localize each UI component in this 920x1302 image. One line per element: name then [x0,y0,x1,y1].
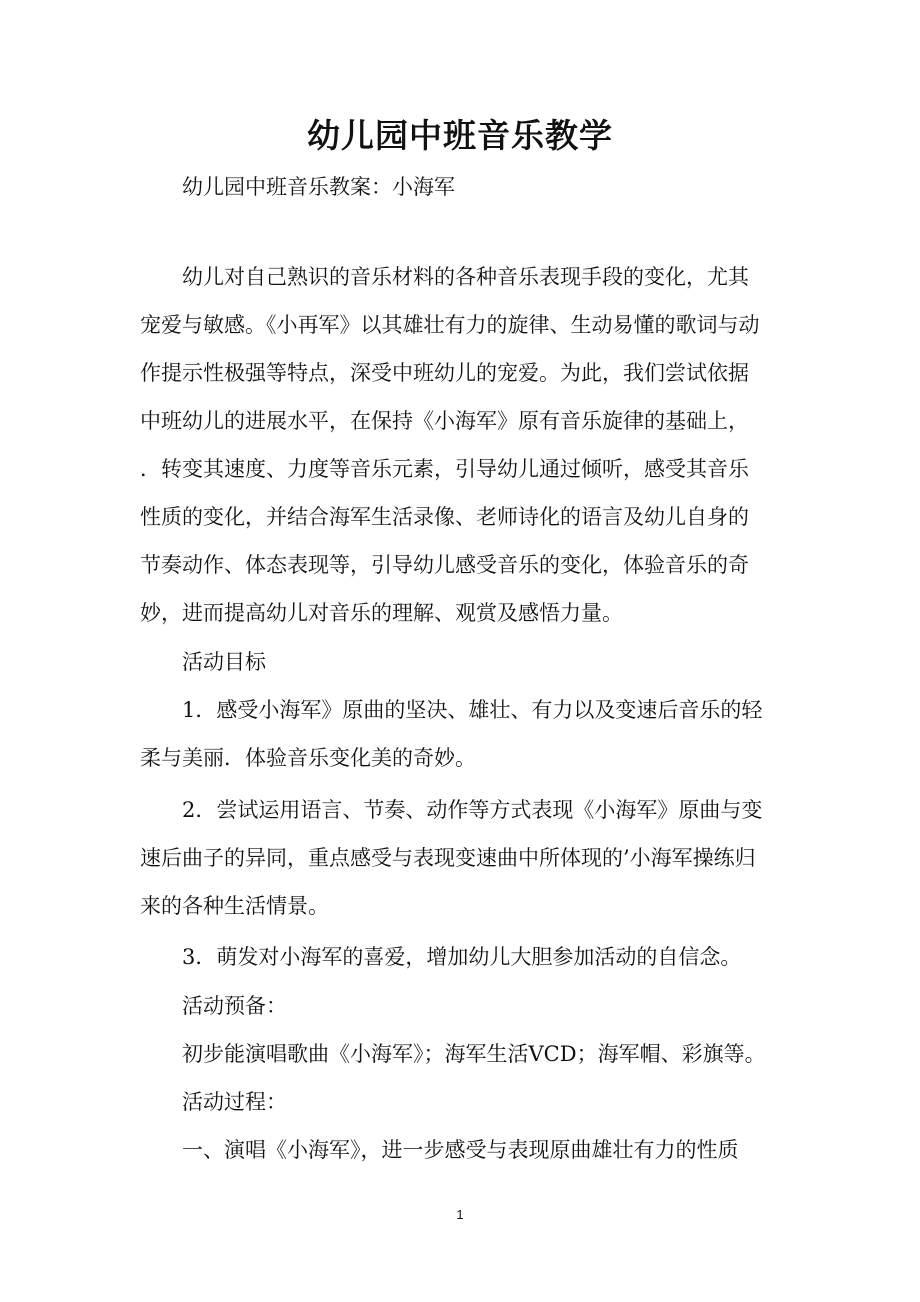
goal-item-2: 2．尝试运用语言、节奏、动作等方式表现《小海军》原曲与变 [140,798,763,822]
process-step-1: 一、演唱《小海军》，进一步感受与表现原曲雄壮有力的性质 [140,1138,739,1162]
paragraph-line: ．转变其速度、力度等音乐元素，引导幼儿通过倾听，感受其音乐 [140,457,749,481]
preparation-line: 初步能演唱歌曲《小海军》；海军生活VCD；海军帽、彩旗等。 [140,1042,766,1066]
section-heading-preparation: 活动预备： [140,994,287,1018]
paragraph-line: 幼儿对自己熟识的音乐材料的各种音乐表现手段的变化，尤其 [140,265,749,289]
goal-item-2-continued: 速后曲子的异同，重点感受与表现变速曲中所体现的’小海军操练归 [140,846,756,870]
paragraph-line: 性质的变化，并结合海军生活录像、老师诗化的语言及幼儿自身的 [140,505,749,529]
paragraph-line: 作提示性极强等特点，深受中班幼儿的宠爱。为此，我们尝试依据 [140,361,749,385]
paragraph-line: 节奏动作、体态表现等，引导幼儿感受音乐的变化，体验音乐的奇 [140,553,749,577]
page-number: 1 [456,1207,464,1222]
paragraph-line: 中班幼儿的进展水平，在保持《小海军》原有音乐旋律的基础上， [140,409,749,433]
document-title: 幼儿园中班音乐教学 [307,116,613,155]
goal-item-3: 3．萌发对小海军的喜爱，增加幼儿大胆参加活动的自信念。 [140,945,742,969]
paragraph-line: 宠爱与敏感。《小再军》以其雄壮有力的旋律、生动易懂的歌词与动 [140,313,760,337]
goal-item-1-continued: 柔与美丽．体验音乐变化美的奇妙。 [140,746,476,770]
subtitle-line: 幼儿园中班音乐教案：小海军 [140,175,455,199]
section-heading-goals: 活动目标 [140,650,266,674]
paragraph-line: 妙，进而提高幼儿对音乐的理解、观赏及感悟力量。 [140,601,623,625]
section-heading-process: 活动过程： [140,1090,287,1114]
goal-item-1: 1．感受小海军》原曲的坚决、雄壮、有力以及变速后音乐的轻 [140,698,763,722]
goal-item-2-continued: 来的各种生活情景。 [140,894,329,918]
